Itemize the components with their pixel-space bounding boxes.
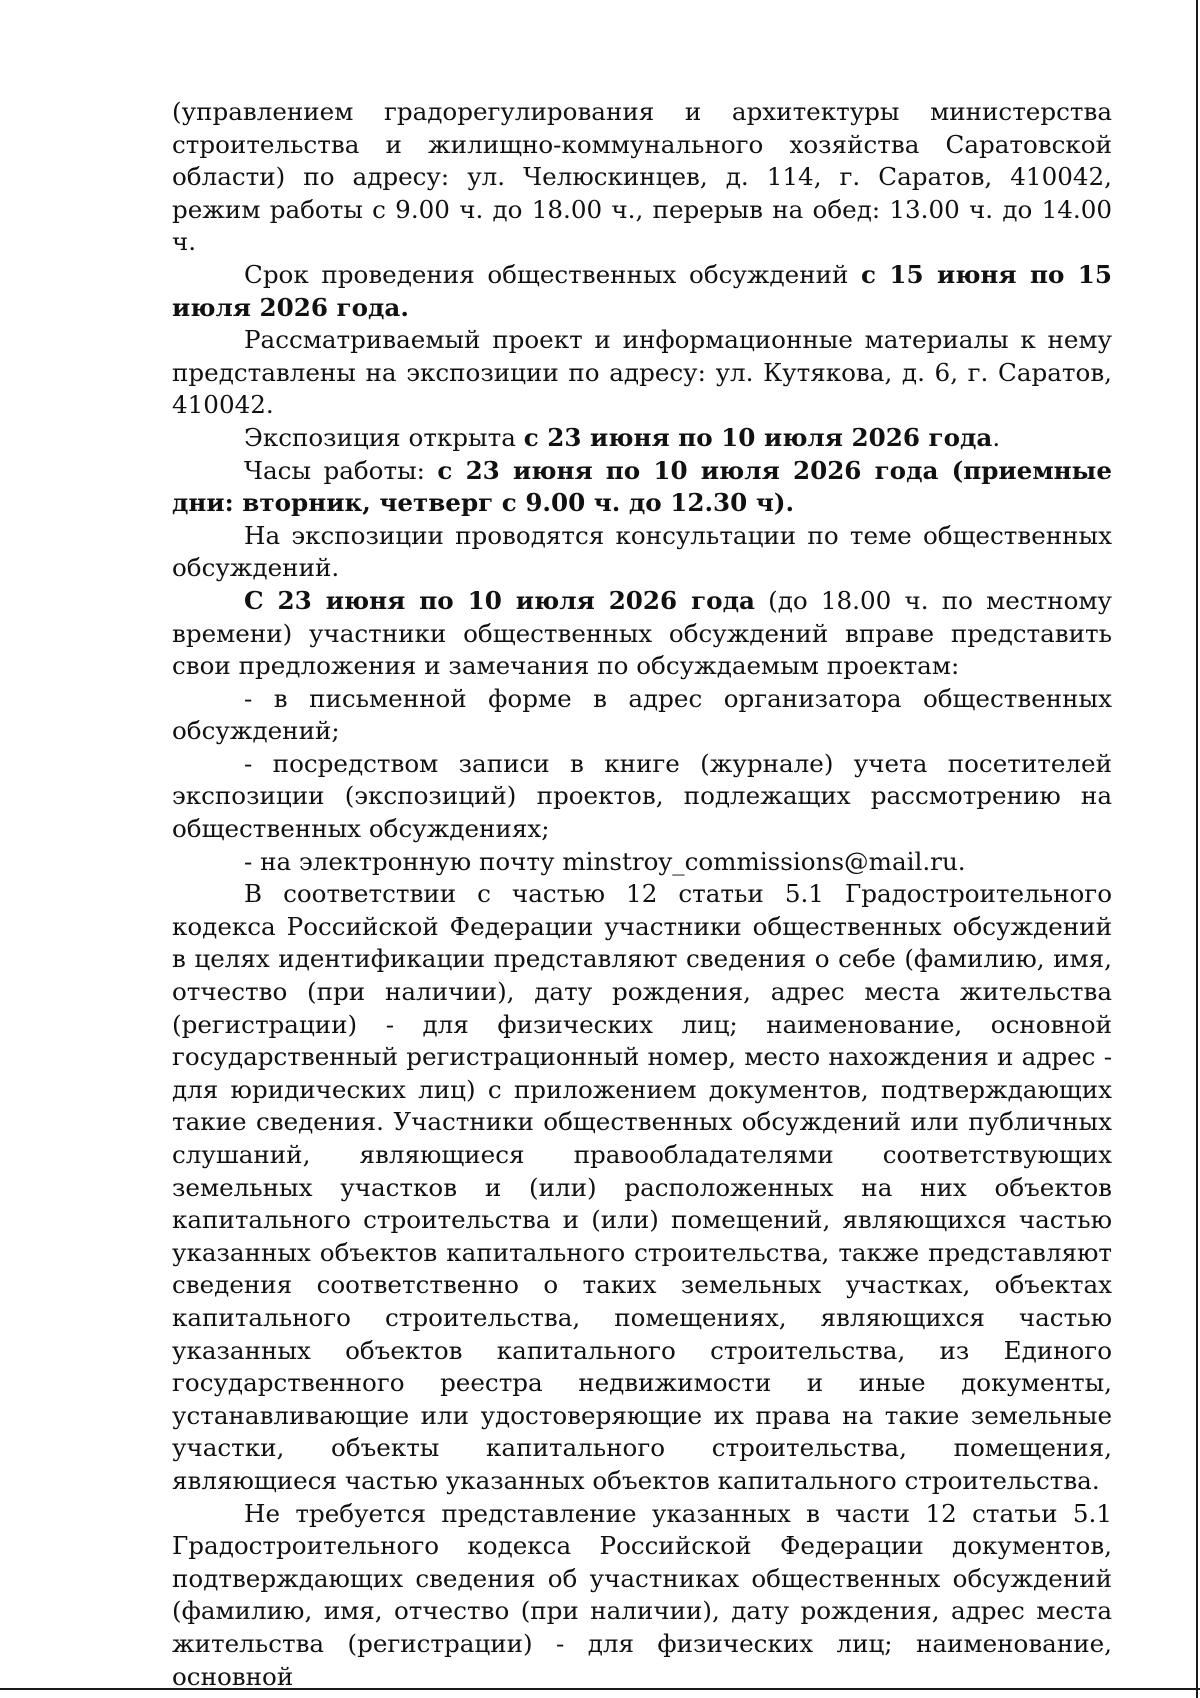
list-item-visitor-book: - посредством записи в книге (журнале) учета посетителей экспозиции (экспозиций) проектов, подлежащих рассмотрению на общественных обсуждениях;: [172, 748, 1112, 844]
exposition-dates: с 23 июня по 10 июля 2026 года: [523, 422, 993, 452]
exposition-label: Экспозиция открыта: [244, 422, 524, 452]
proposals-text: (до 18.00 ч. по местному времени) участники общественных обсуждений вправе представить свои предложения и замечания по обсуждаемым проектам:: [172, 585, 1112, 681]
working-hours-details: с 23 июня по 10 июля 2026 года (приемные дни: вторник, четверг с 9.00 ч. до 12.30 ч).: [172, 455, 1112, 518]
paragraph-working-hours: [172, 455, 1112, 520]
paragraph-organizer-address: (управлением градорегулирования и архитектуры министерства строительства и жилищно-коммунального хозяйства Саратовской области) по адресу: ул. Челюскинцев, д. 114, г. Саратов, 410042, режим работы с 9.00 ч. до 18.00 ч., перерыв на обед: 13.00 ч. до 14.00 ч.: [172, 97, 1112, 257]
list-item-email: - на электронную почту minstroy_commissions@mail.ru.: [244, 846, 966, 876]
paragraph-proposals-deadline: [172, 585, 1112, 683]
page-edge-right: [1196, 0, 1198, 1698]
paragraph-discussion-period: [172, 259, 1112, 324]
paragraph-documents-not-required: Не требуется представление указанных в части 12 статьи 5.1 Градостроительного кодекса Российской Федерации документов, подтверждающих сведения об участниках общественных обсуждений (фамилию, имя, отчество (при наличии), дату рождения, адрес места жительства (регистрации) - для физических лиц; наименование, основной: [172, 1498, 1112, 1691]
working-hours-label: Часы работы:: [244, 455, 438, 485]
exposition-end: .: [992, 422, 1001, 452]
discussion-period-label: Срок проведения общественных обсуждений: [244, 259, 862, 289]
paragraph-exposition-open: [172, 422, 1112, 455]
proposals-dates: С 23 июня по 10 июля 2026 года: [244, 585, 755, 615]
discussion-period-dates: с 15 июня по 15 июля 2026 года.: [172, 259, 1112, 322]
paragraph-consultations: На экспозиции проводятся консультации по теме общественных обсуждений.: [172, 520, 1112, 583]
list-item-written-form: - в письменной форме в адрес организатора общественных обсуждений;: [172, 683, 1112, 746]
document-body: [172, 96, 1112, 1693]
paragraph-identification-requirements: В соответствии с частью 12 статьи 5.1 Градостроительного кодекса Российской Федерации участники общественных обсуждений в целях идентификации представляют сведения о себе (фамилию, имя, отчество (при наличии), дату рождения, адрес места жительства (регистрации) - для физических лиц; наименование, основной государственный регистрационный номер, место нахождения и адрес - для юридических лиц) с приложением документов, подтверждающих такие сведения. Участники общественных обсуждений или публичных слушаний, являющиеся правообладателями соответствующих земельных участков и (или) расположенных на них объектов капитального строительства и (или) помещений, являющихся частью указанных объектов капитального строительства, также представляют сведения соответственно о таких земельных участках, объектах капитального строительства, помещениях, являющихся частью указанных объектов капитального строительства, из Единого государственного реестра недвижимости и иные документы, устанавливающие или удостоверяющие их права на такие земельные участки, объекты капитального строительства, помещения, являющиеся частью указанных объектов капитального строительства.: [172, 879, 1112, 1495]
paragraph-project-materials: Рассматриваемый проект и информационные материалы к нему представлены на экспозиции по адресу: ул. Кутякова, д. 6, г. Саратов, 410042.: [172, 325, 1112, 420]
